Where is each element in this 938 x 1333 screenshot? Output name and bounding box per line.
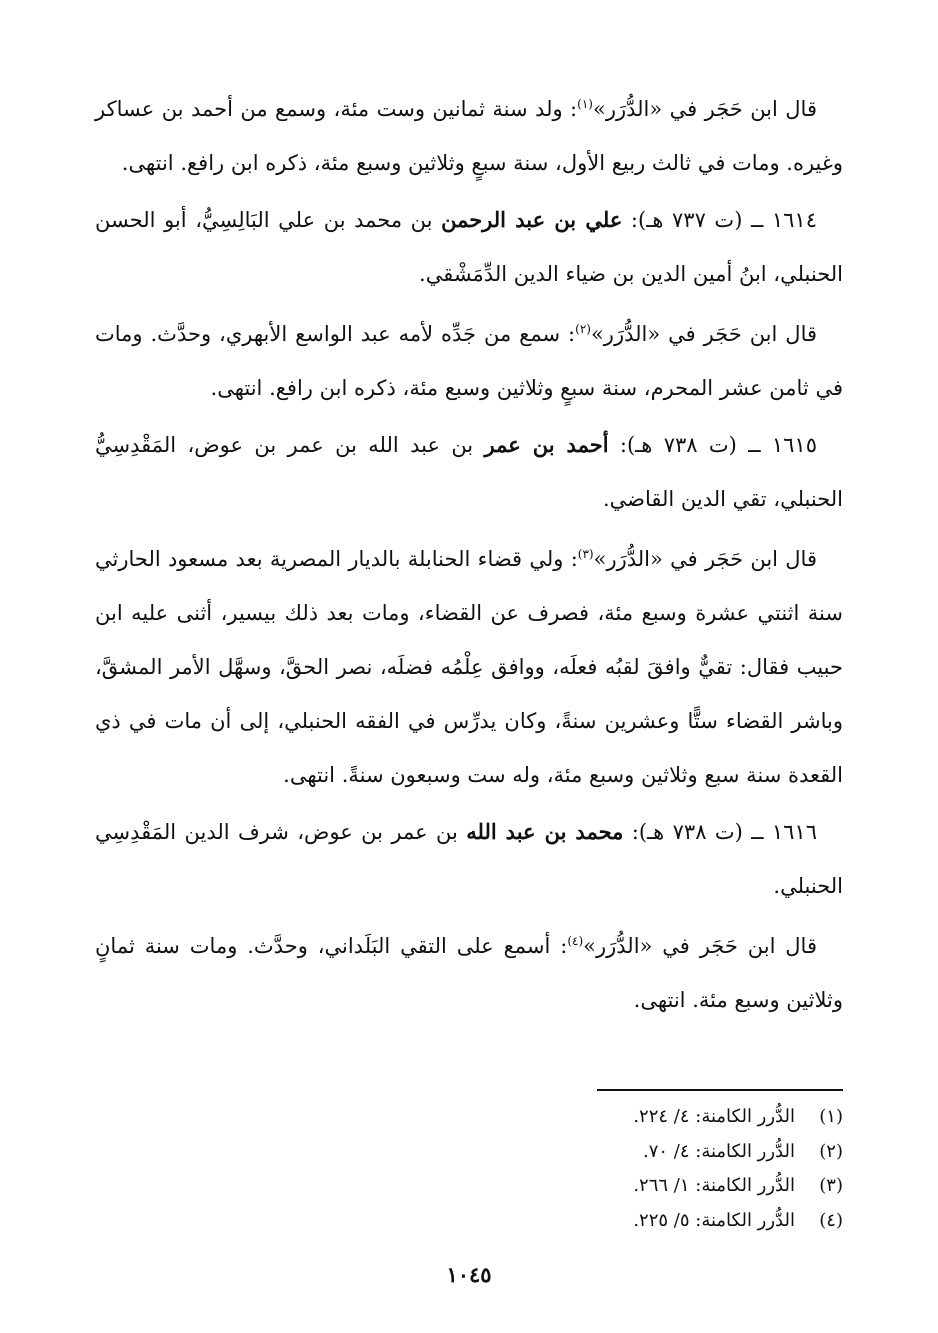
entry-name: علي بن عبد الرحمن: [441, 207, 623, 232]
quote-intro: قال ابن حَجَر في «الدُّرَر»: [592, 97, 817, 121]
entry-heading: [95, 193, 843, 301]
entry-text: بن عمر بن عوض، شرف الدين المَقْدِسِي الحنبلي.: [95, 820, 843, 898]
entry-name: أحمد بن عمر: [484, 432, 609, 457]
entry-text: بن عبد الله بن عمر بن عوض، المَقْدِسِيُّ الحنبلي، تقي الدين القاضي.: [95, 433, 843, 511]
footnote-item: [443, 1204, 843, 1239]
footnotes: [443, 1100, 843, 1238]
entry-name: محمد بن عبد الله: [466, 819, 624, 844]
entry-number: ١٦١٥ ــ (ت ٧٣٨ هـ):: [608, 433, 817, 457]
quote-intro: قال ابن حَجَر في «الدُّرَر»: [590, 322, 818, 346]
footnote-ref[interactable]: (٣): [577, 547, 594, 561]
footnote-text: الدُّرر الكامنة: ٤/ ٧٠.: [642, 1140, 795, 1162]
page-body: [95, 82, 843, 1030]
quote-intro: قال ابن حَجَر في «الدُّرَر»: [583, 934, 817, 958]
footnote-text: الدُّرر الكامنة: ١/ ٢٦٦.: [633, 1175, 795, 1196]
footnote-text: الدُّرر الكامنة: ٥/ ٢٢٥.: [633, 1209, 795, 1231]
footnote-number: (٣): [819, 1175, 843, 1196]
footnote-ref[interactable]: (٤): [567, 934, 584, 948]
footnote-ref[interactable]: (١): [577, 97, 593, 111]
footnote-number: (١): [819, 1106, 843, 1127]
entry-heading: [95, 418, 843, 526]
footnote-item: [443, 1135, 843, 1170]
page-number: ١٠٤٥: [446, 1262, 492, 1287]
quote-text: : ولد سنة ثمانين وست مئة، وسمع من أحمد بن عساكر وغيره. ومات في ثالث ربيع الأول، سنة سبعٍ وثلاثين وسبع مئة، ذكره ابن رافع. انتهى.: [95, 97, 843, 175]
quote-intro: قال ابن حَجَر في «الدُّرَر»: [593, 547, 817, 571]
footnote-number: (٤): [819, 1209, 843, 1231]
paragraph-quote: [95, 82, 843, 190]
paragraph-quote: [95, 919, 843, 1027]
footnote-divider: [597, 1089, 843, 1091]
quote-text: : سمع من جَدِّه لأمه عبد الواسع الأبهري، وحدَّث. ومات في ثامن عشر المحرم، سنة سبعٍ وثلاثين وسبع مئة، ذكره ابن رافع. انتهى.: [95, 322, 843, 400]
entry-number: ١٦١٦ ــ (ت ٧٣٨ هـ):: [623, 820, 817, 844]
entry-heading: [95, 805, 843, 913]
footnote-text: الدُّرر الكامنة: ٤/ ٢٢٤.: [633, 1106, 795, 1127]
entry-number: ١٦١٤ ــ (ت ٧٣٧ هـ):: [622, 208, 817, 232]
paragraph-quote: [95, 307, 843, 415]
footnote-number: (٢): [819, 1140, 843, 1162]
paragraph-quote: [95, 532, 843, 802]
footnote-item: [443, 1169, 843, 1204]
footnote-ref[interactable]: (٢): [575, 322, 591, 336]
quote-text: : ولي قضاء الحنابلة بالديار المصرية بعد مسعود الحارثي سنة اثنتي عشرة وسبع مئة، فصرف عن القضاء، ومات بعد ذلك بيسير، أثنى عليه ابن حبيب فقال: تقيٌّ وافقَ لقبُه فعلَه، ووافق عِلْمُه فضلَه، نصر الحقَّ، وسهَّل الأمر المشقَّ، وباشر القضاء ستًّا وعشرين سنةً، وكان يدرِّس في الفقه الحنبلي، إلى أن مات في ذي القعدة سنة سبع وثلاثين وسبع مئة، وله ست وسبعون سنةً. انتهى.: [95, 547, 843, 787]
quote-text: : أسمع على التقي البَلَداني، وحدَّث. ومات سنة ثمانٍ وثلاثين وسبع مئة. انتهى.: [95, 934, 843, 1012]
entry-text: بن محمد بن علي البَالِسِيُّ، أبو الحسن الحنبلي، ابنُ أمين الدين بن ضياء الدين الدِّمَشْقي.: [95, 208, 843, 286]
footnote-item: [443, 1100, 843, 1135]
